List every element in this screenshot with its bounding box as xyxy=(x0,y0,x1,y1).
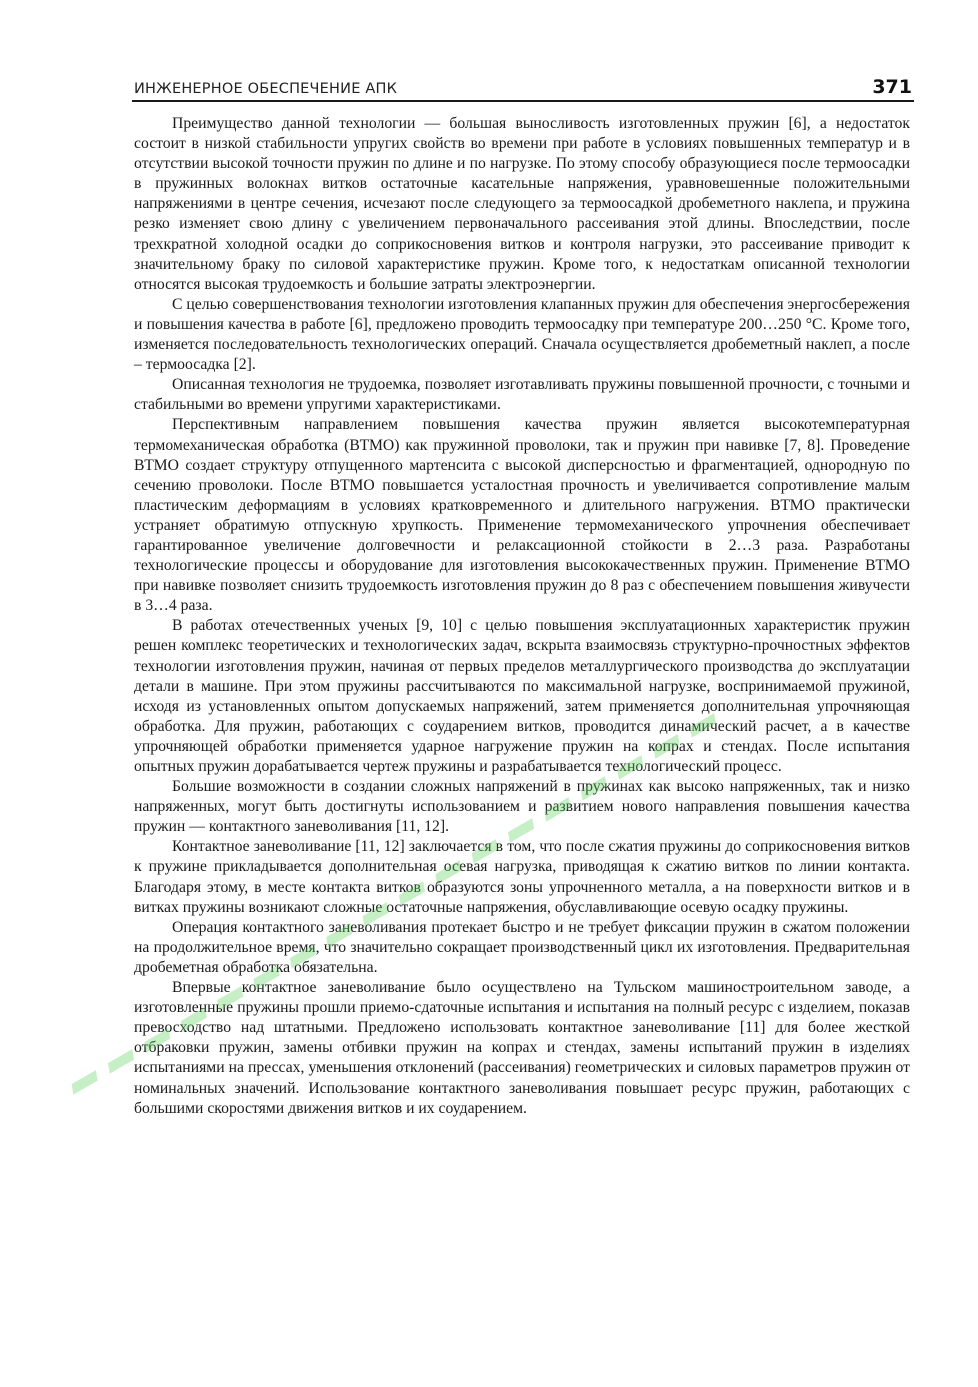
page-number: 371 xyxy=(872,76,912,98)
watermark-segment xyxy=(72,1070,98,1094)
watermark-segment xyxy=(108,1049,134,1073)
body-text xyxy=(134,114,910,1119)
paragraph-9: Впервые контактное заневоливание было осуществлено на Тульском машиностроительном заводе, а изготовленные пружины прошли приемо-сдаточные испытания и испытания на полный ресурс с изделием, показав превосходство над штатными. Предложено использовать контактное заневоливание [11] для более жесткой отбраковки пружин, замены отбивки пружин на копрах и стендах, замены испытаний пружин в изделиях испытаниями на прессах, уменьшения отклонений (рассеивания) геометрических и силовых параметров пружин от номинальных значений. Использование контактного заневоливания повышает ресурс пружин, работающих с большими скоростями движения витков и их соударением. xyxy=(134,979,910,1117)
paragraph-3: Описанная технология не трудоемка, позволяет изготавливать пружины повышенной прочности, с точными и стабильными во времени упругими характеристиками. xyxy=(134,376,910,414)
paragraph-1: Преимущество данной технологии — большая выносливость изготовленных пружин [6], а недостаток состоит в низкой стабильности упругих свойств во времени при работе в условиях повышенных температур и в отсутствии высокой точности пружин по длине и по нагрузке. По этому способу образующиеся после термоосадки в пружинных волокнах витков остаточные касательные напряжения, уравновешенные положительными напряжениями в центре сечения, исчезают после следующего за термоосадкой дробеметного наклепа, и пружина резко изменяет свою длину с увеличением первоначального рассеивания этой длины. Впоследствии, после трехкратной холодной осадки до соприкосновения витков и контроля нагрузки, это рассеивание приводит к значительному браку по силовой характеристике пружин. Кроме того, к недостаткам описанной технологии относятся высокая трудоемкость и большие затраты электроэнергии. xyxy=(134,115,910,293)
paragraph-4: Перспективным направлением повышения качества пружин является высокотемпературная термомеханическая обработка (ВТМО) как пружинной проволоки, так и пружин при навивке [7, 8]. Проведение ВТМО создает структуру отпущенного мартенсита с высокой дисперсностью и фрагментацией, однородную по сечению проволоки. После ВТМО повышается усталостная прочность и увеличивается сопротивление малым пластическим деформациям в условиях кратковременного и длительного нагружения. ВТМО практически устраняет обратимую отпускную хрупкость. Применение термомеханического упрочнения обеспечивает гарантированное увеличение долговечности и релаксационной стойкости в 2…3 раза. Разработаны технологические процессы и оборудование для изготовления высококачественных пружин. Применение ВТМО при навивке позволяет снизить трудоемкость изготовления пружин до 8 раз с обеспечением повышения живучести в 3…4 раза. xyxy=(134,416,910,615)
header-title: ИНЖЕНЕРНОЕ ОБЕСПЕЧЕНИЕ АПК xyxy=(134,81,398,97)
paragraph-8: Операция контактного заневоливания протекает быстро и не требует фиксации пружин в сжатом положении на продолжительное время, что значительно сокращает производственный цикл их изготовления. Предварительная дробеметная обработка обязательна. xyxy=(134,918,910,976)
paragraph-2: С целью совершенствования технологии изготовления клапанных пружин для обеспечения энергосбережения и повышения качества в работе [6], предложено проводить термоосадку при температуре 200…250 °С. Кроме того, изменяется последовательность технологических операций. Сначала осуществляется дробеметный наклеп, а после – термоосадка [2]. xyxy=(134,295,910,374)
paragraph-6: Большие возможности в создании сложных напряжений в пружинах как высоко напряженных, так и низко напряженных, могут быть достигнуты использованием и развитием нового направления повышения качества пружин — контактного заневоливания [11, 12]. xyxy=(134,778,910,836)
running-header xyxy=(132,72,914,102)
paragraph-5: В работах отечественных ученых [9, 10] с целью повышения эксплуатационных характеристик пружин решен комплекс теоретических и технологических задач, вскрыта взаимосвязь структурно-прочностных эффектов технологии изготовления пружин, начиная от первых пределов металлургического производства до эксплуатации детали в машине. При этом пружины рассчитываются по максимальной нагрузке, воспринимаемой пружиной, исходя из установленных опытом допускаемых напряжений, затем применяется дополнительная упрочняющая обработка. Для пружин, работающих с соударением витков, проводится динамический расчет, а в качестве упрочняющей обработки применяется ударное нагружение пружин на копрах и стендах. После испытания опытных пружин дорабатывается чертеж пружины и разрабатывается технологический процесс. xyxy=(134,617,910,775)
paragraph-7: Контактное заневоливание [11, 12] заключается в том, что после сжатия пружины до соприкосновения витков к пружине прикладывается дополнительная осевая нагрузка, приводящая к сжатию витков по линии контакта. Благодаря этому, в месте контакта витков образуются зоны упрочненного металла, а на поверхности витков и в витках пружины возникают сложные остаточные напряжения, обуславливающие осевую осадку пружины. xyxy=(134,838,910,916)
